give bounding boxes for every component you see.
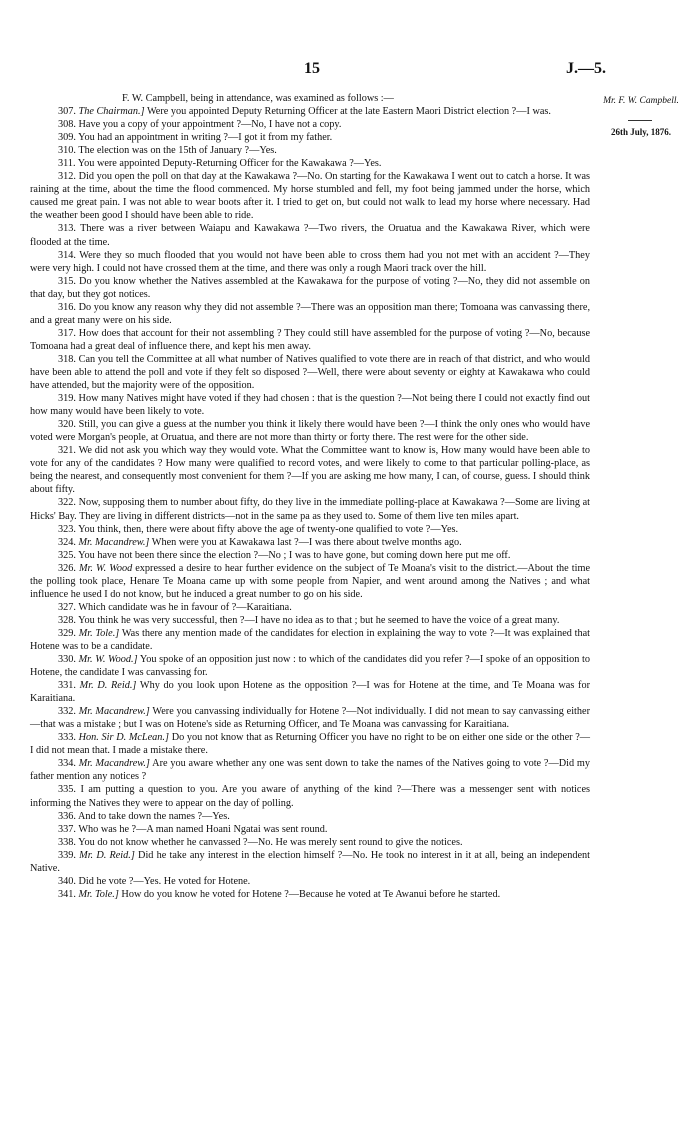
paragraph-text: Do you know any reason why they did not assemble ?—There was an opposition man there; Tomoana was canvassing there, and a great many were on his side. (30, 301, 591, 326)
question-number: 318. (58, 353, 76, 365)
testimony-paragraph (30, 875, 590, 888)
testimony-paragraph (30, 601, 590, 614)
testimony-paragraph (30, 536, 590, 549)
testimony-body (30, 92, 590, 901)
margin-witness-name: Mr. F. W. Campbell. (603, 96, 679, 106)
question-number: 314. (58, 249, 76, 261)
testimony-paragraph (30, 562, 590, 601)
testimony-paragraph (30, 783, 590, 809)
paragraph-text: Did you open the poll on that day at the Kawakawa ?—No. On starting for the Kawakawa I went out to catch a horse. It was raining at the time, about the time the flood commenced. My horse stumbled and fell, my foot being jammed under the horse, which caused me great pain. I was not able to wear boots after it. I tried to get on, but could not walk to lead my horse where necessary. Had the weather been good I should have been able to ride. (30, 171, 590, 222)
question-number: 322. (58, 497, 76, 509)
testimony-paragraph (30, 249, 590, 275)
testimony-paragraph (30, 679, 590, 705)
question-number: 326. (58, 562, 76, 574)
document-reference: J.—5. (566, 60, 606, 77)
paragraph-text: Did he vote ?—Yes. He voted for Hotene. (78, 875, 251, 887)
question-number: 312. (58, 171, 76, 183)
speaker-name: Mr. Macandrew.] (78, 758, 150, 770)
speaker-name: Hon. Sir D. McLean.] (78, 732, 169, 744)
testimony-paragraph (30, 353, 590, 392)
paragraph-text: You were appointed Deputy-Returning Officer for the Kawakawa ?—Yes. (77, 158, 382, 170)
testimony-paragraph (30, 823, 590, 836)
testimony-paragraph (30, 105, 590, 118)
paragraph-text: Were you appointed Deputy Returning Officer at the late Eastern Maori District election ?—I was. (144, 106, 551, 118)
paragraph-text: Was there any mention made of the candidates for election in explaining the way to vote ?—It was explained that Hotene was to be a candidate. (30, 627, 591, 652)
margin-divider (628, 120, 652, 121)
testimony-paragraph (30, 301, 590, 327)
question-number: 324. (58, 536, 76, 548)
question-number: 338. (58, 836, 76, 848)
question-number: 328. (58, 614, 76, 626)
testimony-paragraph (30, 275, 590, 301)
paragraph-text: You think he was very successful, then ?—I have no idea as to that ; but he seemed to have the voice of a great many. (78, 614, 560, 626)
question-number: 315. (58, 275, 76, 287)
testimony-paragraph (30, 810, 590, 823)
speaker-name: Mr. W. Wood.] (78, 654, 138, 666)
paragraph-text: The election was on the 15th of January ?—Yes. (78, 145, 277, 157)
paragraph-text: Were they so much flooded that you would not have been able to cross them had you not met with an accident ?—They were very high. I could not have crossed them at the time, and there was only a rough Maori track over the hill. (30, 249, 590, 274)
paragraph-text: Which candidate was he in favour of ?—Karaitiana. (78, 601, 292, 613)
paragraph-text: How does that account for their not assembling ? They could still have assembled for the purpose of voting ?—No, because Tomoana had a great deal of influence there, and kept his men away. (30, 327, 590, 352)
intro-paragraph: F. W. Campbell, being in attendance, was examined as follows :— (122, 93, 394, 104)
question-number: 331. (58, 680, 76, 692)
speaker-name: Mr. Macandrew.] (78, 706, 150, 718)
page-number: 15 (304, 60, 320, 77)
question-number: 317. (58, 327, 76, 339)
question-number: 309. (58, 132, 76, 144)
paragraph-text: Do you not know that as Returning Officer you have no right to be on either one side or the other ?—I did not mean that. I made a mistake there. (30, 732, 591, 757)
question-number: 340. (58, 875, 76, 887)
speaker-name: Mr. Tole.] (78, 888, 119, 900)
question-number: 337. (58, 823, 76, 835)
testimony-paragraph (30, 131, 590, 144)
paragraph-text: Who was he ?—A man named Hoani Ngatai was sent round. (78, 823, 328, 835)
testimony-paragraph (30, 327, 590, 353)
question-number: 325. (58, 549, 76, 561)
paragraph-text: Can you tell the Committee at all what number of Natives qualified to vote there are in reach of that district, and who would have been able to attend the poll and vote if they felt so disposed ?—Well, there were about seventy or eighty at Kawakawa who could have attended, but the majority were of the opposition. (30, 353, 591, 392)
question-number: 319. (58, 393, 76, 405)
paragraph-text: You spoke of an opposition just now : to which of the candidates did you refer ?—I spoke of an opposition to Hotene, the candidate I was canvassing for. (30, 654, 591, 679)
testimony-paragraph (30, 523, 590, 536)
testimony-paragraph (30, 731, 590, 757)
testimony-paragraph (30, 418, 590, 444)
testimony-paragraph (30, 614, 590, 627)
paragraph-text: expressed a desire to hear further evidence on the subject of Te Moana's visit to the district.—About the time the polling took place, Henare Te Moana came up with some people from Napier, and went around among the Natives ; and what influence he used I do not know, but he induced a great number to go on his side. (30, 562, 590, 600)
paragraph-text: You think, then, there were about fifty above the age of twenty-one qualified to vote ?—Yes. (78, 523, 459, 535)
question-number: 329. (58, 627, 76, 639)
paragraph-text: We did not ask you which way they would vote. What the Committee want to know is, How many would have been able to vote for any of the candidates ? How many were qualified to record votes, and were likely to come to that particular polling-place, as being the nearest, and consequently most convenient for them ?—If you are asking me how many, I can, of course, guess. I should think about fifty. (30, 445, 590, 496)
testimony-paragraph (30, 392, 590, 418)
question-number: 320. (58, 419, 76, 431)
testimony-paragraph (30, 157, 590, 170)
speaker-name: Mr. Macandrew.] (78, 536, 150, 548)
margin-date: 26th July, 1876. (610, 127, 671, 137)
testimony-paragraph (30, 549, 590, 562)
question-number: 341. (58, 888, 76, 900)
question-number: 334. (58, 758, 76, 770)
paragraph-text: When were you at Kawakawa last ?—I was there about twelve months ago. (149, 536, 462, 548)
paragraph-text: Have you a copy of your appointment ?—No, I have not a copy. (78, 119, 342, 131)
paragraph-text: You have not been there since the election ?—No ; I was to have gone, but coming down here put me off. (78, 549, 511, 561)
question-number: 316. (58, 301, 76, 313)
question-number: 313. (58, 223, 76, 235)
testimony-paragraphs (30, 105, 590, 901)
question-number: 335. (58, 784, 76, 796)
paragraph-text: How many Natives might have voted if they had chosen : that is the question ?—Not being there I could not exactly find out how many would have been likely to vote. (30, 393, 590, 418)
testimony-paragraph (30, 496, 590, 522)
testimony-paragraph (30, 627, 590, 653)
question-number: 339. (58, 849, 76, 861)
paragraph-text: Did he take any interest in the election himself ?—No. He took no interest in it at all, being an independent Native. (30, 849, 590, 874)
question-number: 330. (58, 654, 76, 666)
paragraph-text: Do you know whether the Natives assembled at the Kawakawa for the purpose of voting ?—No, they did not assemble on that day, but they got notices. (30, 275, 590, 300)
question-number: 307. (58, 106, 76, 118)
testimony-paragraph (30, 849, 590, 875)
question-number: 327. (58, 601, 76, 613)
question-number: 321. (58, 445, 76, 457)
paragraph-text: Still, you can give a guess at the number you think it likely there would have been ?—I think the only ones who would have voted were Morgan's people, at Oruatua, and there are not more than thirty or forty there. The rest were for the other side. (30, 419, 591, 444)
speaker-name: Mr. W. Wood (79, 562, 133, 574)
speaker-name: Mr. Tole.] (78, 627, 120, 639)
question-number: 308. (58, 119, 76, 131)
testimony-paragraph (30, 444, 590, 496)
question-number: 336. (58, 810, 76, 822)
testimony-paragraph (30, 118, 590, 131)
question-number: 311. (58, 158, 76, 170)
question-number: 323. (58, 523, 76, 535)
paragraph-text: Were you canvassing individually for Hotene ?—Not individually. I did not mean to say canvassing either—that was a mistake ; but I was on Hotene's side as Returning Officer, and Te Moana was canvassing for Karaitiana. (30, 706, 590, 731)
paragraph-text: Now, supposing them to number about fifty, do they live in the immediate polling-place at Kawakawa ?—Some are living at Hicks' Bay. They are living in different districts—not in the same pa as they used to. Some of them live ten miles apart. (30, 497, 590, 522)
paragraph-text: How do you know he voted for Hotene ?—Because he voted at Te Awanui before he started. (118, 888, 501, 900)
testimony-paragraph (30, 144, 590, 157)
paragraph-text: Why do you look upon Hotene as the opposition ?—I was for Hotene at the time, and Te Moana was for Karaitiana. (30, 680, 591, 705)
question-number: 310. (58, 145, 76, 157)
speaker-name: The Chairman.] (78, 106, 145, 118)
paragraph-text: And to take down the names ?—Yes. (77, 810, 230, 822)
speaker-name: Mr. D. Reid.] (79, 849, 135, 861)
speaker-name: Mr. D. Reid.] (79, 680, 137, 692)
testimony-paragraph (30, 836, 590, 849)
question-number: 333. (58, 732, 76, 744)
testimony-paragraph (30, 757, 590, 783)
paragraph-text: There was a river between Waiapu and Kawakawa ?—Two rivers, the Oruatua and the Kawakawa River, which were flooded at the time. (30, 223, 590, 248)
testimony-paragraph (30, 888, 590, 901)
question-number: 332. (58, 706, 76, 718)
testimony-paragraph (30, 170, 590, 222)
testimony-paragraph (30, 222, 590, 248)
paragraph-text: I am putting a question to you. Are you aware of anything of the kind ?—There was a messenger sent with notices informing the Natives they were to appear on the day of polling. (30, 784, 590, 809)
testimony-paragraph (30, 705, 590, 731)
paragraph-text: Are you aware whether any one was sent down to take the names of the Natives going to vote ?—Did my father mention any notices ? (30, 758, 591, 783)
paragraph-text: You had an appointment in writing ?—I got it from my father. (78, 132, 333, 144)
paragraph-text: You do not know whether he canvassed ?—No. He was merely sent round to give the notices. (78, 836, 463, 848)
testimony-paragraph (30, 653, 590, 679)
